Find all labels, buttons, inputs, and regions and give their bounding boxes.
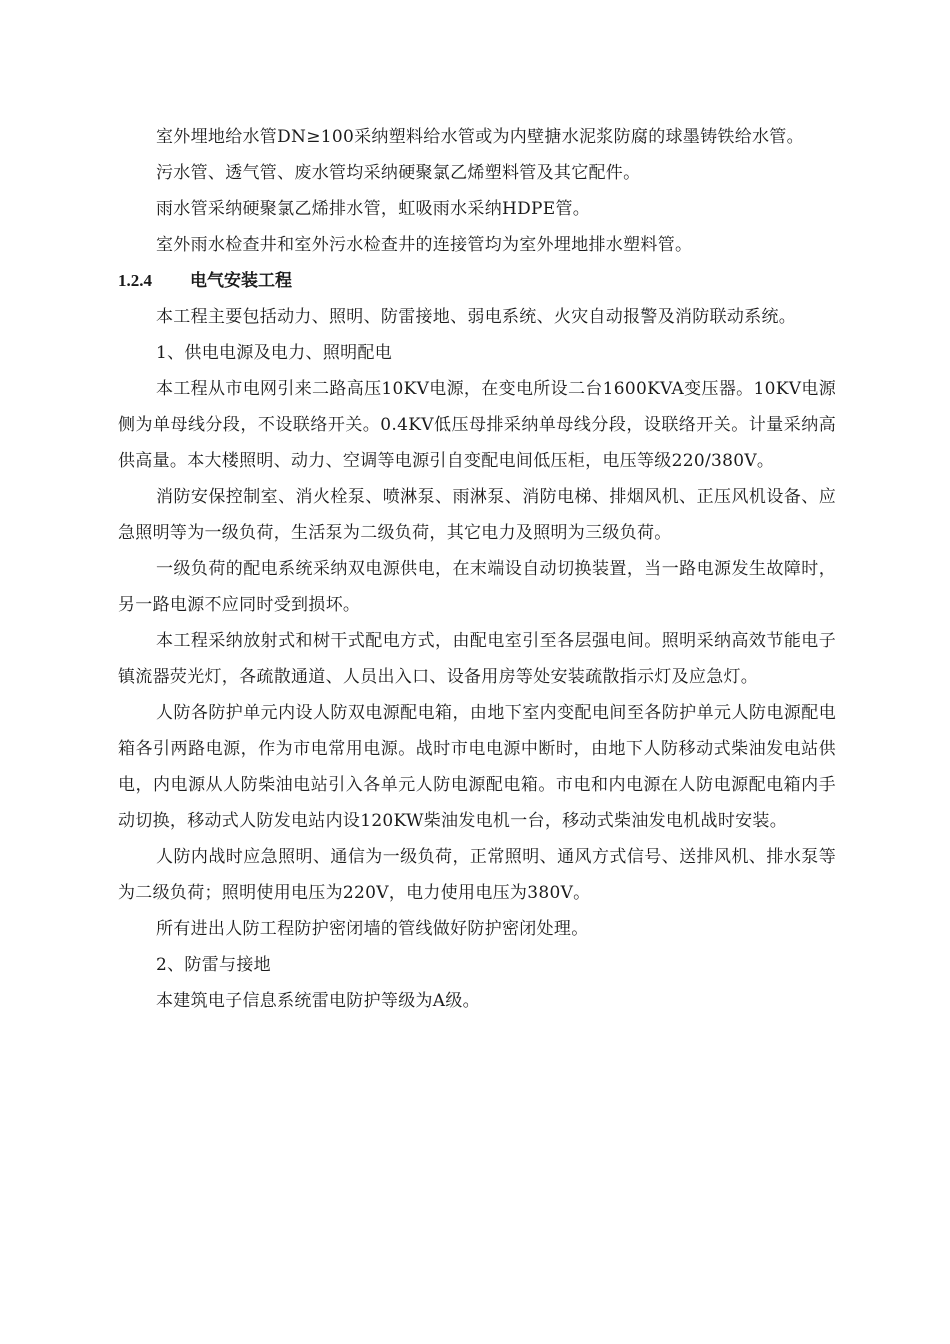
paragraph: 人防内战时应急照明、通信为一级负荷，正常照明、通风方式信号、送排风机、排水泵等为二级负荷；照明使用电压为220V，电力使用电压为380V。 bbox=[118, 847, 836, 903]
paragraph: 一级负荷的配电系统采纳双电源供电，在末端设自动切换装置，当一路电源发生故障时，另一路电源不应同时受到损坏。 bbox=[118, 559, 836, 615]
paragraph: 本工程采纳放射式和树干式配电方式，由配电室引至各层强电间。照明采纳高效节能电子镇流器荧光灯，各疏散通道、人员出入口、设备用房等处安装疏散指示灯及应急灯。 bbox=[118, 631, 836, 687]
subheading: 1、供电电源及电力、照明配电 bbox=[156, 343, 393, 363]
section-number: 1.2.4 bbox=[118, 271, 152, 290]
subheading: 2、防雷与接地 bbox=[156, 955, 271, 975]
paragraph: 本建筑电子信息系统雷电防护等级为A级。 bbox=[156, 991, 480, 1011]
paragraph: 室外雨水检查井和室外污水检查井的连接管均为室外埋地排水塑料管。 bbox=[156, 235, 693, 255]
paragraph: 本工程主要包括动力、照明、防雷接地、弱电系统、火灾自动报警及消防联动系统。 bbox=[156, 307, 797, 327]
section-heading bbox=[118, 263, 836, 299]
paragraph: 室外埋地给水管DN≥100采纳塑料给水管或为内壁搪水泥浆防腐的球墨铸铁给水管。 bbox=[156, 127, 804, 147]
paragraph: 本工程从市电网引来二路高压10KV电源，在变电所设二台1600KVA变压器。10KV电源侧为单母线分段，不设联络开关。0.4KV低压母排采纳单母线分段，设联络开关。计量采纳高供高量。本大楼照明、动力、空调等电源引自变配电间低压柜，电压等级220/380V。 bbox=[118, 379, 836, 471]
paragraph: 消防安保控制室、消火栓泵、喷淋泵、雨淋泵、消防电梯、排烟风机、正压风机设备、应急照明等为一级负荷，生活泵为二级负荷，其它电力及照明为三级负荷。 bbox=[118, 487, 836, 543]
paragraph: 人防各防护单元内设人防双电源配电箱，由地下室内变配电间至各防护单元人防电源配电箱各引两路电源，作为市电常用电源。战时市电电源中断时，由地下人防移动式柴油发电站供电，内电源从人防柴油电站引入各单元人防电源配电箱。市电和内电源在人防电源配电箱内手动切换，移动式人防发电站内设120KW柴油发电机一台，移动式柴油发电机战时安装。 bbox=[118, 703, 836, 831]
document-page bbox=[118, 119, 836, 1019]
paragraph: 污水管、透气管、废水管均采纳硬聚氯乙烯塑料管及其它配件。 bbox=[156, 163, 641, 183]
section-title: 电气安装工程 bbox=[190, 271, 292, 290]
paragraph: 雨水管采纳硬聚氯乙烯排水管，虹吸雨水采纳HDPE管。 bbox=[156, 199, 591, 219]
paragraph: 所有进出人防工程防护密闭墙的管线做好防护密闭处理。 bbox=[156, 919, 589, 939]
